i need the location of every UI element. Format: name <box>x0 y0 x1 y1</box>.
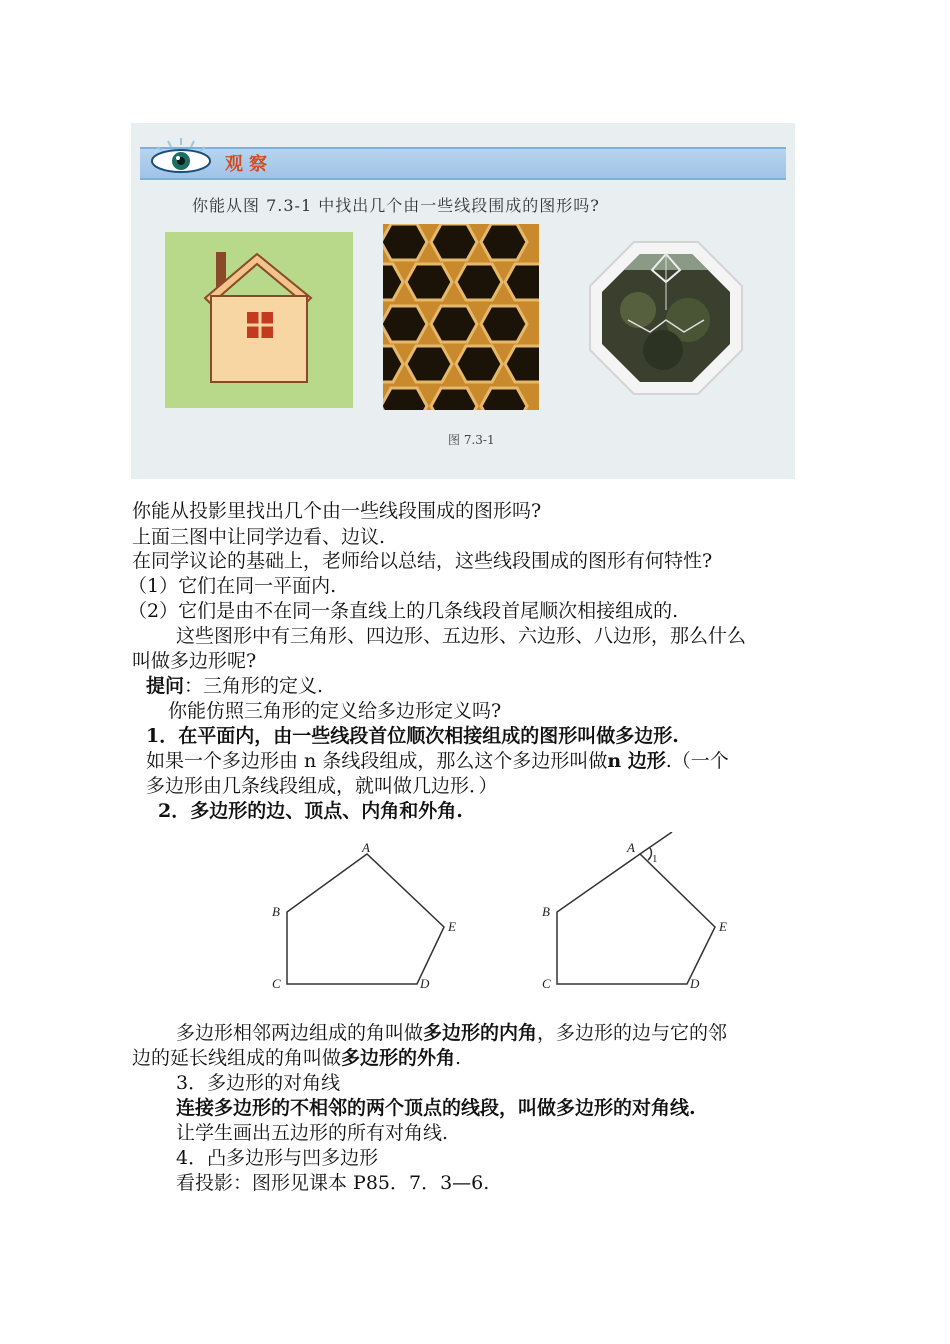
ask-label: 提问 <box>146 675 185 697</box>
n-gon-term: n 边形 <box>607 750 666 772</box>
exterior-angle-term: 多边形的外角 <box>341 1047 456 1069</box>
interior-text-c: ，多边形的边与它的邻 <box>537 1022 728 1044</box>
heading-convex-concave: 4．凸多边形与凹多边形 <box>176 1147 379 1169</box>
definition-polygon: 1．在平面内，由一些线段首位顺次相接组成的图形叫做多边形. <box>146 725 679 747</box>
text-line-14 <box>176 1021 727 1045</box>
pentagon-right <box>557 854 715 984</box>
interior-text-a: 多边形相邻两边组成的角叫做 <box>176 1022 424 1044</box>
interior-angle-term: 多边形的内角 <box>423 1022 538 1044</box>
text-line-5: （2）它们是由不在同一条直线上的几条线段首尾顺次相接组成的. <box>128 600 679 622</box>
label-right-A: A <box>627 840 635 855</box>
label-right-C: C <box>542 976 551 991</box>
text-line-11 <box>146 749 729 773</box>
pentagon-diagrams <box>262 832 742 1004</box>
n-gon-text-a: 如果一个多边形由 n 条线段组成，那么这个多边形叫做 <box>146 750 608 772</box>
text-line-12: 多边形由几条线段组成，就叫做几边形．） <box>146 775 498 797</box>
heading-diagonals: 3．多边形的对角线 <box>176 1072 341 1094</box>
n-gon-text-c: .（一个 <box>665 750 729 772</box>
text-line-4: （1）它们在同一平面内. <box>128 575 337 597</box>
text-line-20: 看投影：图形见课本 P85．7．3—6. <box>176 1172 490 1194</box>
label-angle-1: 1 <box>652 853 658 865</box>
text-line-8 <box>146 674 323 698</box>
heading-sides-vertices: 2．多边形的边、顶点、内角和外角. <box>158 800 463 822</box>
text-line-1: 你能从投影里找出几个由一些线段围成的图形吗? <box>132 500 542 522</box>
text-line-15 <box>132 1046 461 1070</box>
label-right-D: D <box>690 976 700 991</box>
label-left-C: C <box>272 976 281 991</box>
text-line-7: 叫做多边形呢? <box>132 650 257 672</box>
banner-title: 观察 <box>225 154 273 175</box>
eye-icon <box>148 136 214 184</box>
exterior-text-c: . <box>455 1047 462 1069</box>
label-left-A: A <box>362 840 370 855</box>
text-line-3: 在同学议论的基础上，老师给以总结，这些线段围成的图形有何特性? <box>132 550 713 572</box>
exterior-angle-arc <box>648 848 651 860</box>
label-left-B: B <box>272 904 280 919</box>
house-picture <box>165 232 353 408</box>
text-line-9: 你能仿照三角形的定义给多边形定义吗? <box>168 700 502 722</box>
label-left-E: E <box>448 919 456 934</box>
ask-text: ：三角形的定义. <box>184 675 324 697</box>
exterior-text-a: 边的延长线组成的角叫做 <box>132 1047 342 1069</box>
text-line-2: 上面三图中让同学边看、边议. <box>132 526 386 548</box>
figure-question: 你能从图 7.3-1 中找出几个由一些线段围成的图形吗? <box>192 196 600 215</box>
octagon-window-picture <box>588 240 744 396</box>
figure-caption: 图 7.3-1 <box>448 433 495 447</box>
definition-diagonal: 连接多边形的不相邻的两个顶点的线段，叫做多边形的对角线. <box>176 1097 696 1119</box>
extension-line <box>640 832 672 854</box>
text-line-18: 让学生画出五边形的所有对角线. <box>176 1122 449 1144</box>
label-right-B: B <box>542 904 550 919</box>
text-line-6: 这些图形中有三角形、四边形、五边形、六边形、八边形，那么什么 <box>176 625 747 647</box>
label-left-D: D <box>420 976 430 991</box>
label-right-E: E <box>719 919 727 934</box>
pentagon-left <box>287 854 444 984</box>
honeycomb-picture <box>383 224 539 410</box>
